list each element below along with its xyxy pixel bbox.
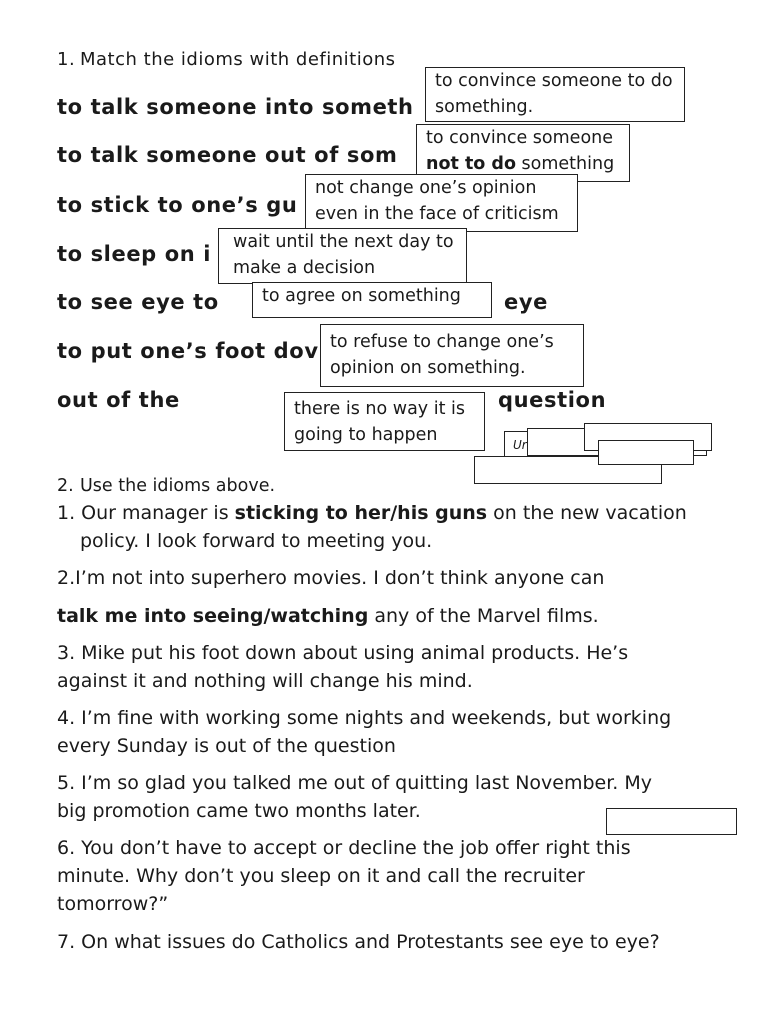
definition-text: going to happen: [294, 425, 438, 445]
idiom-sleep-on-it: to sleep on i: [57, 242, 211, 266]
definition-box-no-way[interactable]: [284, 392, 485, 451]
idiom-out-of-the: out of the: [57, 388, 180, 412]
stacked-box-text: Ur: [513, 438, 527, 452]
sentence-7-line-1: 7. On what issues do Catholics and Protestants see eye to eye?: [57, 931, 660, 953]
definition-text: there is no way it is: [294, 399, 465, 419]
sentence-5-line-2: big promotion came two months later.: [57, 800, 421, 822]
sentence-4-line-1: 4. I’m fine with working some nights and weekends, but working: [57, 707, 672, 729]
section2-number: 2.: [57, 476, 74, 496]
idiom-eye: eye: [504, 290, 548, 314]
sentence-answer: talk me into seeing/watching: [57, 605, 369, 627]
sentence-answer: sticking to her/his guns: [234, 502, 488, 524]
idiom-see-eye-to: to see eye to: [57, 290, 219, 314]
sentence-4-line-2: every Sunday is out of the question: [57, 735, 396, 757]
definition-text: opinion on something.: [330, 358, 526, 378]
definition-bold-text: not to do: [426, 154, 516, 174]
definition-text: wait until the next day to: [233, 232, 454, 252]
sentence-text: Our manager is: [81, 502, 235, 524]
idiom-stick-to-guns: to stick to one’s gu: [57, 193, 298, 217]
section1-heading: Match the idioms with definitions: [80, 49, 396, 70]
sentence-number: 1.: [57, 502, 76, 524]
sentence-6-line-2: minute. Why don’t you sleep on it and call the recruiter: [57, 865, 585, 887]
sentence-2-line-2: [57, 602, 599, 630]
definition-text: something: [515, 154, 615, 174]
definition-text: to refuse to change one’s: [330, 332, 554, 352]
sentence-6-line-1: 6. You don’t have to accept or decline the job offer right this: [57, 837, 631, 859]
sentence-3-line-1: 3. Mike put his foot down about using animal products. He’s: [57, 642, 629, 664]
definition-text: not change one’s opinion: [315, 178, 537, 198]
definition-text: even in the face of criticism: [315, 204, 559, 224]
section1-number: 1.: [57, 49, 76, 70]
stacked-box[interactable]: [598, 440, 694, 465]
empty-answer-box[interactable]: [606, 808, 737, 835]
idiom-talk-into: to talk someone into someth: [57, 95, 414, 119]
sentence-text: any of the Marvel films.: [368, 605, 599, 627]
idiom-talk-out-of: to talk someone out of som: [57, 143, 398, 167]
definition-text: to convince someone to do: [435, 71, 673, 91]
sentence-text: on the new vacation: [487, 502, 687, 524]
definition-box-wait-next-day[interactable]: [218, 228, 467, 284]
sentence-5-line-1: 5. I’m so glad you talked me out of quitting last November. My: [57, 772, 653, 794]
definition-box-not-change-opinion[interactable]: [305, 174, 578, 232]
sentence-3-line-2: against it and nothing will change his mind.: [57, 670, 473, 692]
definition-text: to agree on something: [262, 286, 461, 306]
definition-text: something.: [435, 97, 534, 117]
section2-heading: Use the idioms above.: [80, 476, 276, 496]
definition-box-agree[interactable]: [252, 282, 492, 318]
definition-text: to convince someone: [426, 128, 614, 148]
sentence-6-line-3: tomorrow?”: [57, 893, 169, 915]
sentence-2-line-1: 2.I’m not into superhero movies. I don’t think anyone can: [57, 567, 605, 589]
sentence-1-line-1: [57, 499, 687, 527]
definition-text: make a decision: [233, 258, 376, 278]
definition-box-refuse-change[interactable]: [320, 324, 584, 387]
idiom-question: question: [498, 388, 607, 412]
idiom-put-foot-down: to put one’s foot dov: [57, 339, 319, 363]
definition-box-convince-to-do[interactable]: [425, 67, 685, 122]
sentence-1-line-2: policy. I look forward to meeting you.: [80, 530, 433, 552]
